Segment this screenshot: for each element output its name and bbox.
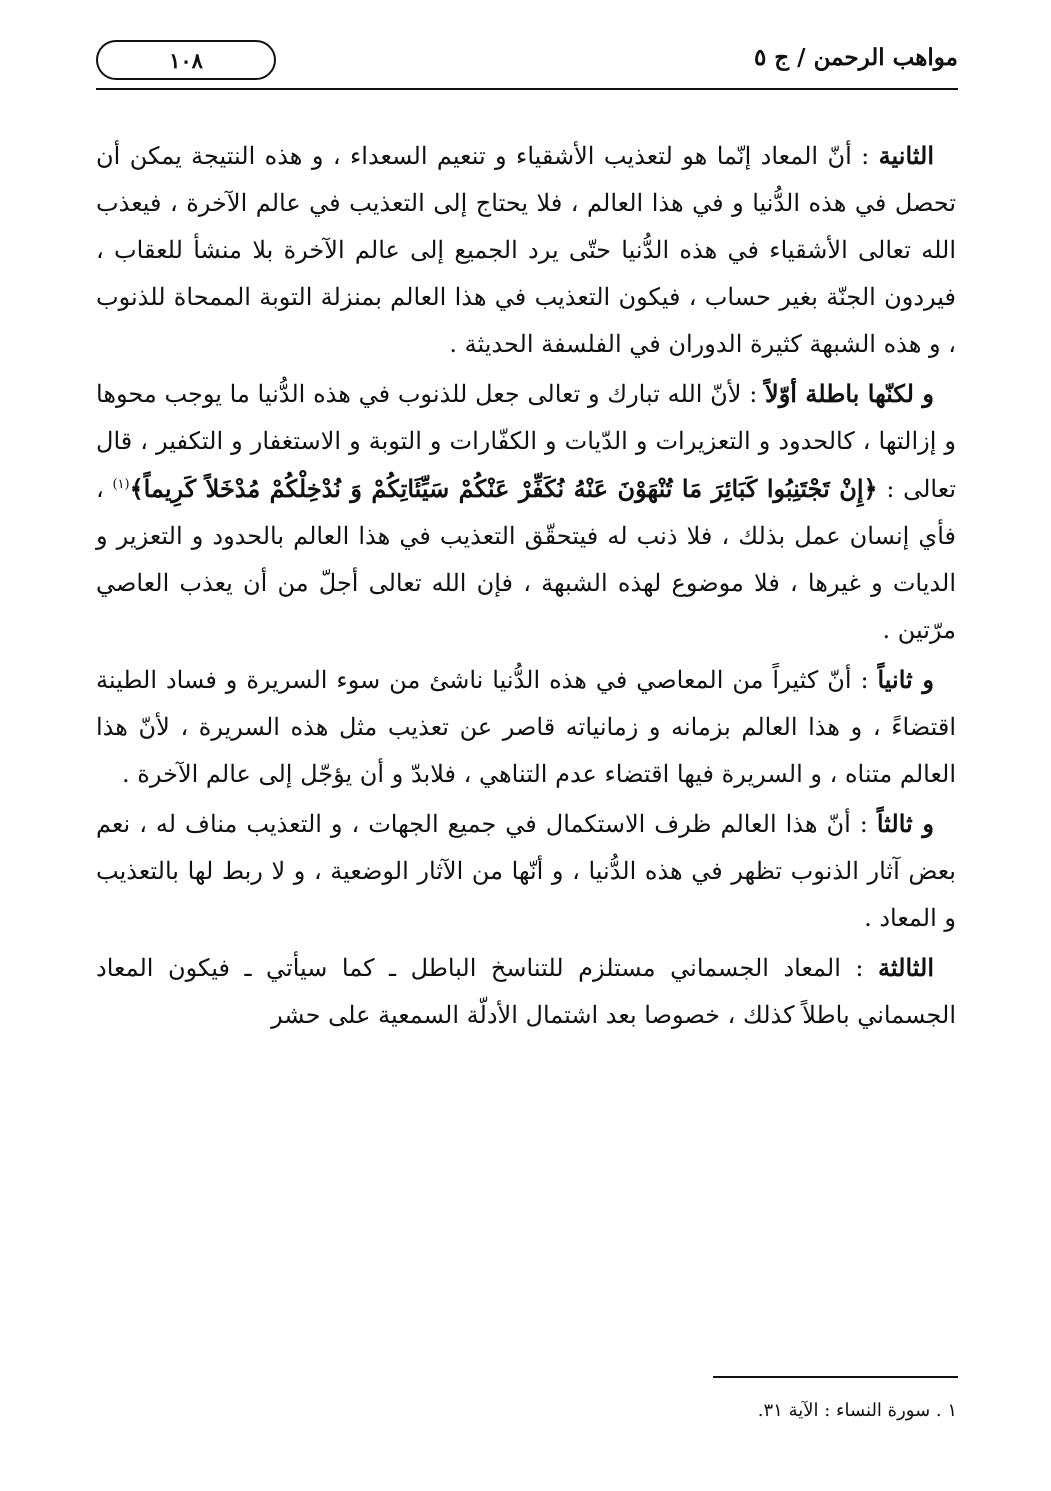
footnote-reference[interactable]: (١) (112, 477, 130, 492)
paragraph-text: : أنّ كثيراً من المعاصي في هذه الدُّنيا ناشئ من سوء السريرة و فساد الطينة اقتضاءً ، و هذا العالم بزمانه و زمانياته قاصر عن تعذيب مثل هذه السريرة ، لأنّ هذا العالم متناه ، و السريرة فيها اقتضاء عدم التناهي ، فلابدّ و أن يؤجّل إلى عالم الآخرة . (96, 666, 956, 788)
footnote: ١ . سورة النساء : الآية ٣١. (757, 1400, 957, 1421)
paragraph-third-objection (96, 944, 956, 1039)
paragraph-text: : لأنّ الله تبارك و تعالى جعل للذنوب في هذه الدُّنيا ما يوجب محوها و إزالتها ، كالحدود و التعزيرات و الدّيات و الكفّارات و التوبة و الاستغفار و التكفير ، قال تعالى : (96, 380, 957, 503)
paragraph-lead: و ثالثاً (876, 809, 934, 838)
running-header (96, 40, 958, 86)
paragraph-text: ، فأي إنسان عمل بذلك ، فلا ذنب له فيتحقّق التعذيب في هذا العالم بالحدود و التعزير و الديات و غيرها ، فلا موضوع لهذه الشبهة ، فإن الله تعالى أجلّ من أن يعذب العاصي مرّتين . (96, 475, 956, 644)
paragraph-lead: الثانية (878, 141, 934, 170)
paragraph-reply-first (96, 370, 956, 654)
paragraph-text: : أنّ المعاد إنّما هو لتعذيب الأشقياء و تنعيم السعداء ، و هذه النتيجة يمكن أن تحصل في هذه الدُّنيا و في هذا العالم ، فلا يحتاج إلى التعذيب في عالم الآخرة ، فيعذب الله تعالى الأشقياء في هذه الدُّنيا حتّى يرد الجميع إلى عالم الآخرة بلا منشأ للعقاب ، فيردون الجنّة بغير حساب ، فيكون التعذيب في هذا العالم بمنزلة التوبة الممحاة للذنوب ، و هذه الشبهة كثيرة الدوران في الفلسفة الحديثة . (96, 142, 956, 358)
quran-verse: ﴿إِنْ تَجْتَنِبُوا كَبَائِرَ مَا تُنْهَوْنَ عَنْهُ نُكَفِّرْ عَنْكُمْ سَيِّئَاتِكُمْ وَ نُدْخِلْكُمْ مُدْخَلاً كَرِيماً﴾ (129, 474, 878, 503)
paragraph-text: : أنّ هذا العالم ظرف الاستكمال في جميع الجهات ، و التعذيب مناف له ، نعم بعض آثار الذنوب تظهر في هذه الدُّنيا ، و أنّها من الآثار الوضعية ، و لا ربط لها بالتعذيب و المعاد . (96, 810, 956, 932)
paragraph-reply-third (96, 800, 956, 942)
paragraph-lead: الثالثة (878, 953, 934, 982)
paragraph-second-objection (96, 132, 956, 368)
header-rule (96, 88, 958, 90)
paragraph-lead: و ثانياً (877, 665, 934, 694)
paragraph-lead: و لكنّها باطلة أوّلاً (765, 379, 934, 408)
page-number-badge: ١٠٨ (96, 40, 276, 80)
header-title: مواهب الرحمن / ج ٥ (753, 44, 958, 71)
paragraph-text: : المعاد الجسماني مستلزم للتناسخ الباطل ـ كما سيأتي ـ فيكون المعاد الجسماني باطلاً كذلك ، خصوصا بعد اشتمال الأدلّة السمعية على حشر (96, 954, 956, 1029)
main-text (96, 132, 956, 1041)
footnote-rule (713, 1376, 958, 1378)
paragraph-reply-second (96, 656, 956, 798)
